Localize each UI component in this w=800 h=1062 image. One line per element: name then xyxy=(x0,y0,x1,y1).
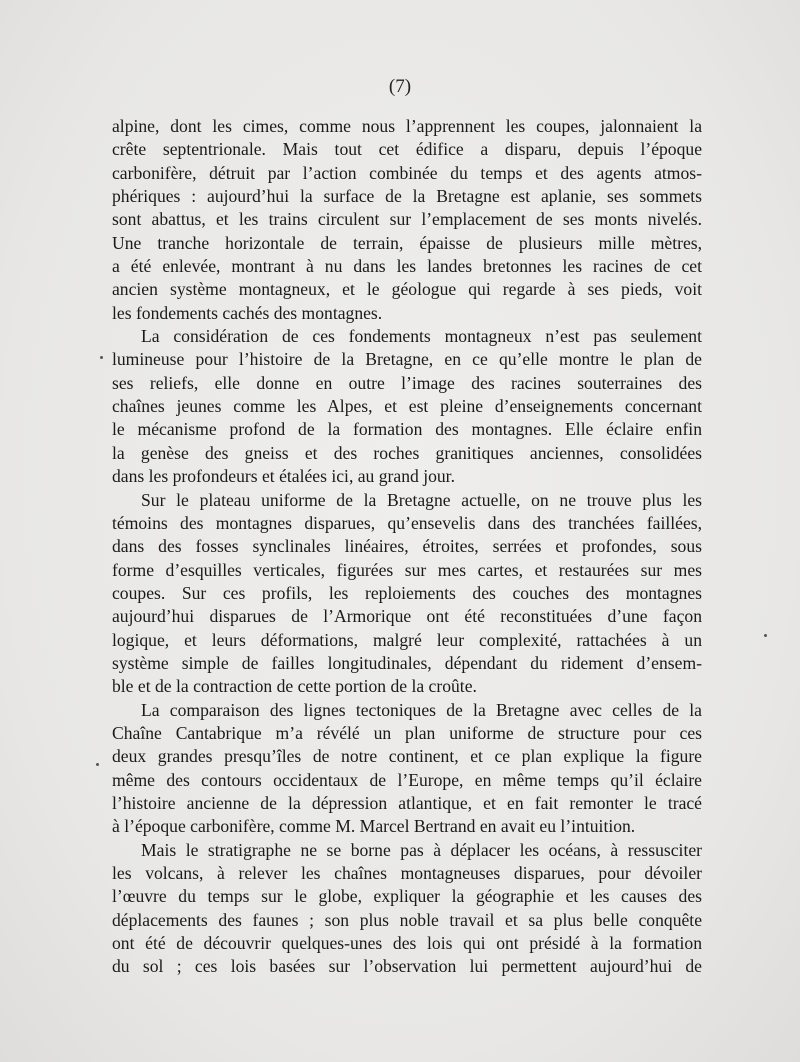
text-line: du sol ; ces lois basées sur l’observation lui permettent aujourd’hui de xyxy=(112,956,702,977)
text-line: logique, et leurs déformations, malgré leur complexité, rattachées à un xyxy=(112,629,702,650)
text-line: lumineuse pour l’histoire de la Bretagne, en ce qu’elle montre le plan de xyxy=(112,349,702,370)
text-line: sont abattus, et les trains circulent sur l’emplacement de ses monts nivelés. xyxy=(112,209,702,230)
text-line: témoins des montagnes disparues, qu’ensevelis dans des tranchées faillées, xyxy=(112,512,702,533)
text-line: alpine, dont les cimes, comme nous l’apprennent les coupes, jalonnaient la xyxy=(112,116,702,136)
text-line: La comparaison des lignes tectoniques de la Bretagne avec celles de la xyxy=(141,699,702,720)
text-line: Chaîne Cantabrique m’a révélé un plan uniforme de structure pour ces xyxy=(112,722,702,743)
text-line: système simple de failles longitudinales, dépendant du ridement d’ensem- xyxy=(112,652,702,673)
text-line: crête septentrionale. Mais tout cet édifice a disparu, depuis l’époque xyxy=(112,139,702,160)
paragraph-2 xyxy=(112,325,702,488)
text-line: aujourd’hui disparues de l’Armorique ont été reconstituées d’une façon xyxy=(112,606,702,627)
paragraph-4 xyxy=(112,699,702,839)
text-line: carbonifère, détruit par l’action combinée du temps et des agents atmos- xyxy=(112,162,702,183)
page-number: (7) xyxy=(388,76,412,97)
text-line: à l’époque carbonifère, comme M. Marcel Bertrand en avait eu l’intuition. xyxy=(112,816,636,837)
paper-speck xyxy=(96,763,99,766)
text-line: l’œuvre du temps sur le globe, expliquer la géographie et les causes des xyxy=(112,886,702,907)
text-line: coupes. Sur ces profils, les reploiements des couches des montagnes xyxy=(112,582,702,603)
text-line: les fondements cachés des montagnes. xyxy=(112,302,383,323)
paper-speck xyxy=(764,634,767,637)
paragraph-1 xyxy=(112,115,702,325)
text-line: même des contours occidentaux de l’Europe, en même temps qu’il éclaire xyxy=(112,769,702,790)
text-line: ble et de la contraction de cette portion de la croûte. xyxy=(112,676,477,697)
text-line: dans des fosses synclinales linéaires, étroites, serrées et profondes, sous xyxy=(112,536,702,557)
text-line: déplacements des faunes ; son plus noble travail et sa plus belle conquête xyxy=(112,909,702,930)
text-line: Une tranche horizontale de terrain, épaisse de plusieurs mille mètres, xyxy=(112,232,702,253)
text-line: le mécanisme profond de la formation des montagnes. Elle éclaire enfin xyxy=(112,419,702,440)
text-line: ancien système montagneux, et le géologue qui regarde à ses pieds, voit xyxy=(112,279,702,300)
text-line: ont été de découvrir quelques-unes des lois qui ont présidé à la formation xyxy=(112,933,702,954)
text-line: a été enlevée, montrant à nu dans les landes bretonnes les racines de cet xyxy=(112,256,702,277)
text-line: deux grandes presqu’îles de notre continent, et ce plan explique la figure xyxy=(112,746,702,767)
text-line: Mais le stratigraphe ne se borne pas à déplacer les océans, à ressusciter xyxy=(141,839,702,860)
text-line: La considération de ces fondements montagneux n’est pas seulement xyxy=(141,326,702,347)
text-line: dans les profondeurs et étalées ici, au grand jour. xyxy=(112,466,455,487)
body-text xyxy=(112,115,702,979)
paragraph-5 xyxy=(112,839,702,979)
text-line: les volcans, à relever les chaînes montagneuses disparues, pour dévoiler xyxy=(112,863,702,883)
text-line: la genèse des gneiss et des roches granitiques anciennes, consolidées xyxy=(112,442,702,463)
text-line: forme d’esquilles verticales, figurées sur mes cartes, et restaurées sur mes xyxy=(112,559,702,580)
text-line: Sur le plateau uniforme de la Bretagne actuelle, on ne trouve plus les xyxy=(141,489,702,510)
paper-speck xyxy=(100,356,103,359)
text-line: l’histoire ancienne de la dépression atlantique, et en fait remonter le tracé xyxy=(112,792,702,813)
paragraph-3 xyxy=(112,489,702,699)
text-line: chaînes jeunes comme les Alpes, et est pleine d’enseignements concernant xyxy=(112,396,702,417)
text-line: phériques : aujourd’hui la surface de la Bretagne est aplanie, ses sommets xyxy=(112,186,702,207)
text-line: ses reliefs, elle donne en outre l’image des racines souterraines des xyxy=(112,372,702,393)
